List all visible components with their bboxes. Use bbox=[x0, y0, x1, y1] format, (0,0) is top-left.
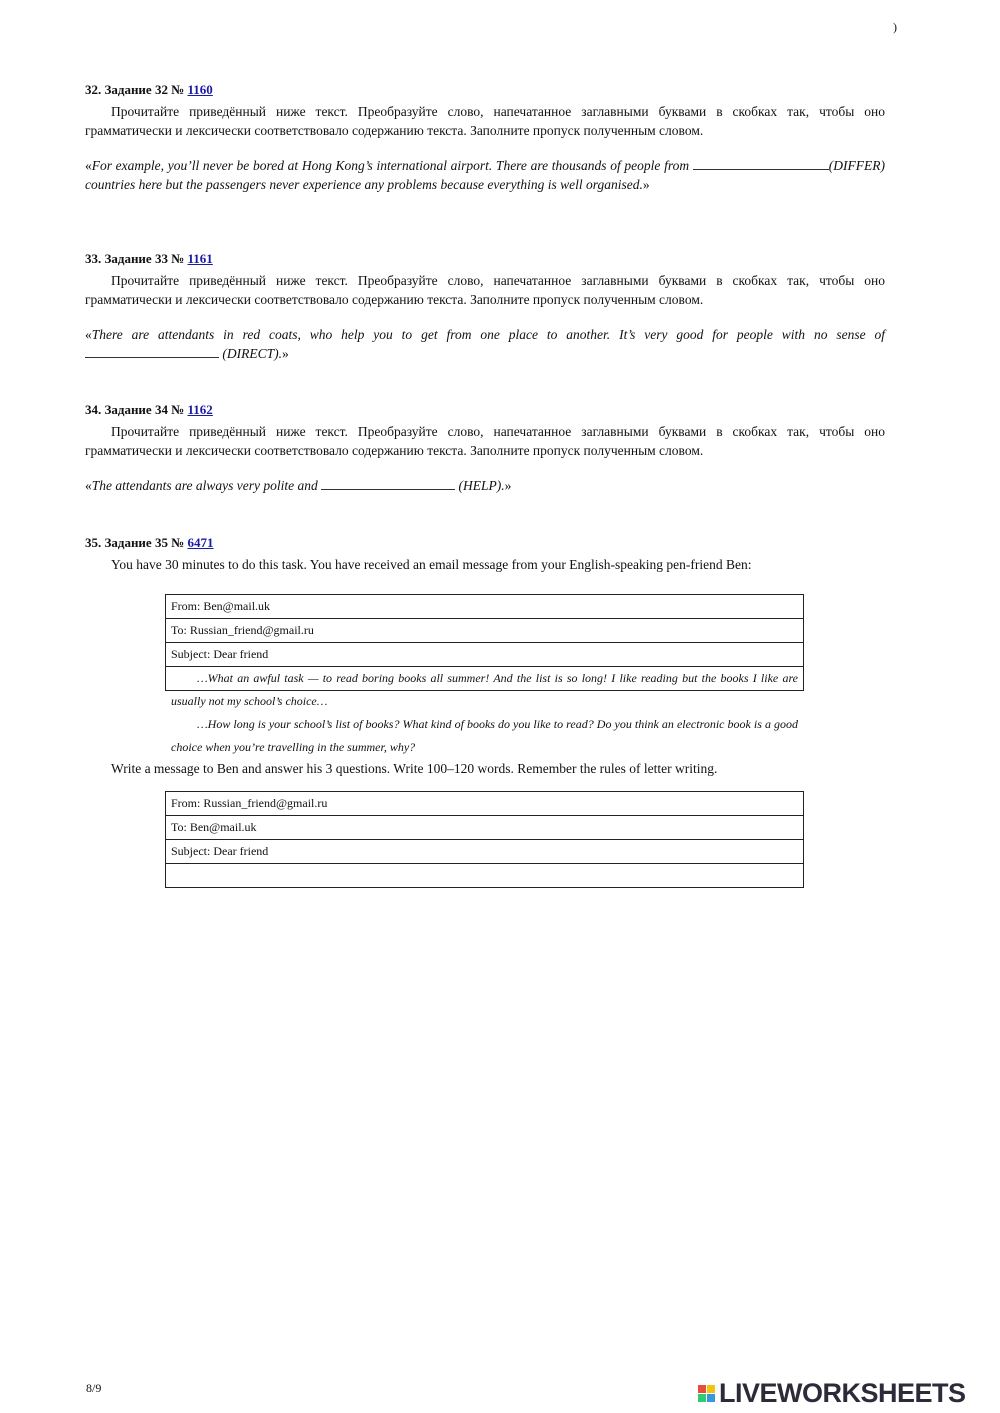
reply-email bbox=[165, 791, 804, 888]
liveworksheets-logo bbox=[698, 1378, 966, 1409]
task-quote: «The attendants are always very polite and (HELP).» bbox=[85, 478, 512, 493]
logo-blocks-icon bbox=[698, 1385, 715, 1402]
task-quote: «There are attendants in red coats, who help you to get from one place to another. It’s very good for people with no sense of (DIRECT).» bbox=[85, 327, 885, 361]
reply-instruction-block bbox=[85, 755, 885, 779]
task-heading: 32. Задание 32 № 1160 bbox=[85, 82, 213, 97]
task-instruction: Прочитайте приведённый ниже текст. Преобразуйте слово, напечатанное заглавными буквами в скобках так, чтобы оно грамматически и лексически соответствовало содержанию текста. Заполните пропуск полученным словом. bbox=[85, 273, 885, 307]
task-instruction: Прочитайте приведённый ниже текст. Преобразуйте слово, напечатанное заглавными буквами в скобках так, чтобы оно грамматически и лексически соответствовало содержанию текста. Заполните пропуск полученным словом. bbox=[85, 424, 885, 458]
task-intro: You have 30 minutes to do this task. You have received an email message from your English-speaking pen-friend Ben: bbox=[111, 557, 752, 572]
task-32 bbox=[85, 82, 885, 194]
task-33 bbox=[85, 251, 885, 363]
task-heading: 34. Задание 34 № 1162 bbox=[85, 402, 213, 417]
task-link[interactable]: 1161 bbox=[187, 251, 213, 266]
answer-blank[interactable] bbox=[85, 345, 219, 358]
task-quote: «For example, you’ll never be bored at Hong Kong’s international airport. There are thousands of people from (DIFFER) countries here but the passengers never experience any problems because everything is well organised.» bbox=[85, 158, 885, 192]
email-body: …What an awful task — to read boring books all summer! And the list is so long! I like reading but the books I like are usually not my school’s choice… …How long is your school’s list of books? What kind of books do you like to read? Do you think an electronic book is a good choice when you’re travelling in the summer, why? bbox=[171, 671, 798, 754]
email-from: From: Ben@mail.uk bbox=[166, 595, 803, 619]
corner-mark: ) bbox=[893, 20, 897, 34]
logo-text: LIVEWORKSHEETS bbox=[719, 1378, 966, 1408]
reply-body-field[interactable] bbox=[166, 864, 803, 887]
answer-blank[interactable] bbox=[321, 477, 455, 490]
task-link[interactable]: 1160 bbox=[187, 82, 213, 97]
reply-to: To: Ben@mail.uk bbox=[166, 816, 803, 840]
reply-subject: Subject: Dear friend bbox=[166, 840, 803, 864]
reply-instruction: Write a message to Ben and answer his 3 questions. Write 100–120 words. Remember the rules of letter writing. bbox=[111, 761, 718, 776]
task-35 bbox=[85, 535, 885, 575]
reply-from: From: Russian_friend@gmail.ru bbox=[166, 792, 803, 816]
task-link[interactable]: 1162 bbox=[187, 402, 213, 417]
task-instruction: Прочитайте приведённый ниже текст. Преобразуйте слово, напечатанное заглавными буквами в скобках так, чтобы оно грамматически и лексически соответствовало содержанию текста. Заполните пропуск полученным словом. bbox=[85, 104, 885, 138]
email-to: To: Russian_friend@gmail.ru bbox=[166, 619, 803, 643]
page-number: 8/9 bbox=[86, 1381, 102, 1395]
answer-blank[interactable] bbox=[693, 157, 829, 170]
task-34 bbox=[85, 402, 885, 496]
incoming-email bbox=[165, 594, 804, 754]
email-subject: Subject: Dear friend bbox=[166, 643, 803, 667]
task-link[interactable]: 6471 bbox=[187, 535, 214, 550]
task-heading: 35. Задание 35 № 6471 bbox=[85, 535, 214, 550]
task-heading: 33. Задание 33 № 1161 bbox=[85, 251, 213, 266]
